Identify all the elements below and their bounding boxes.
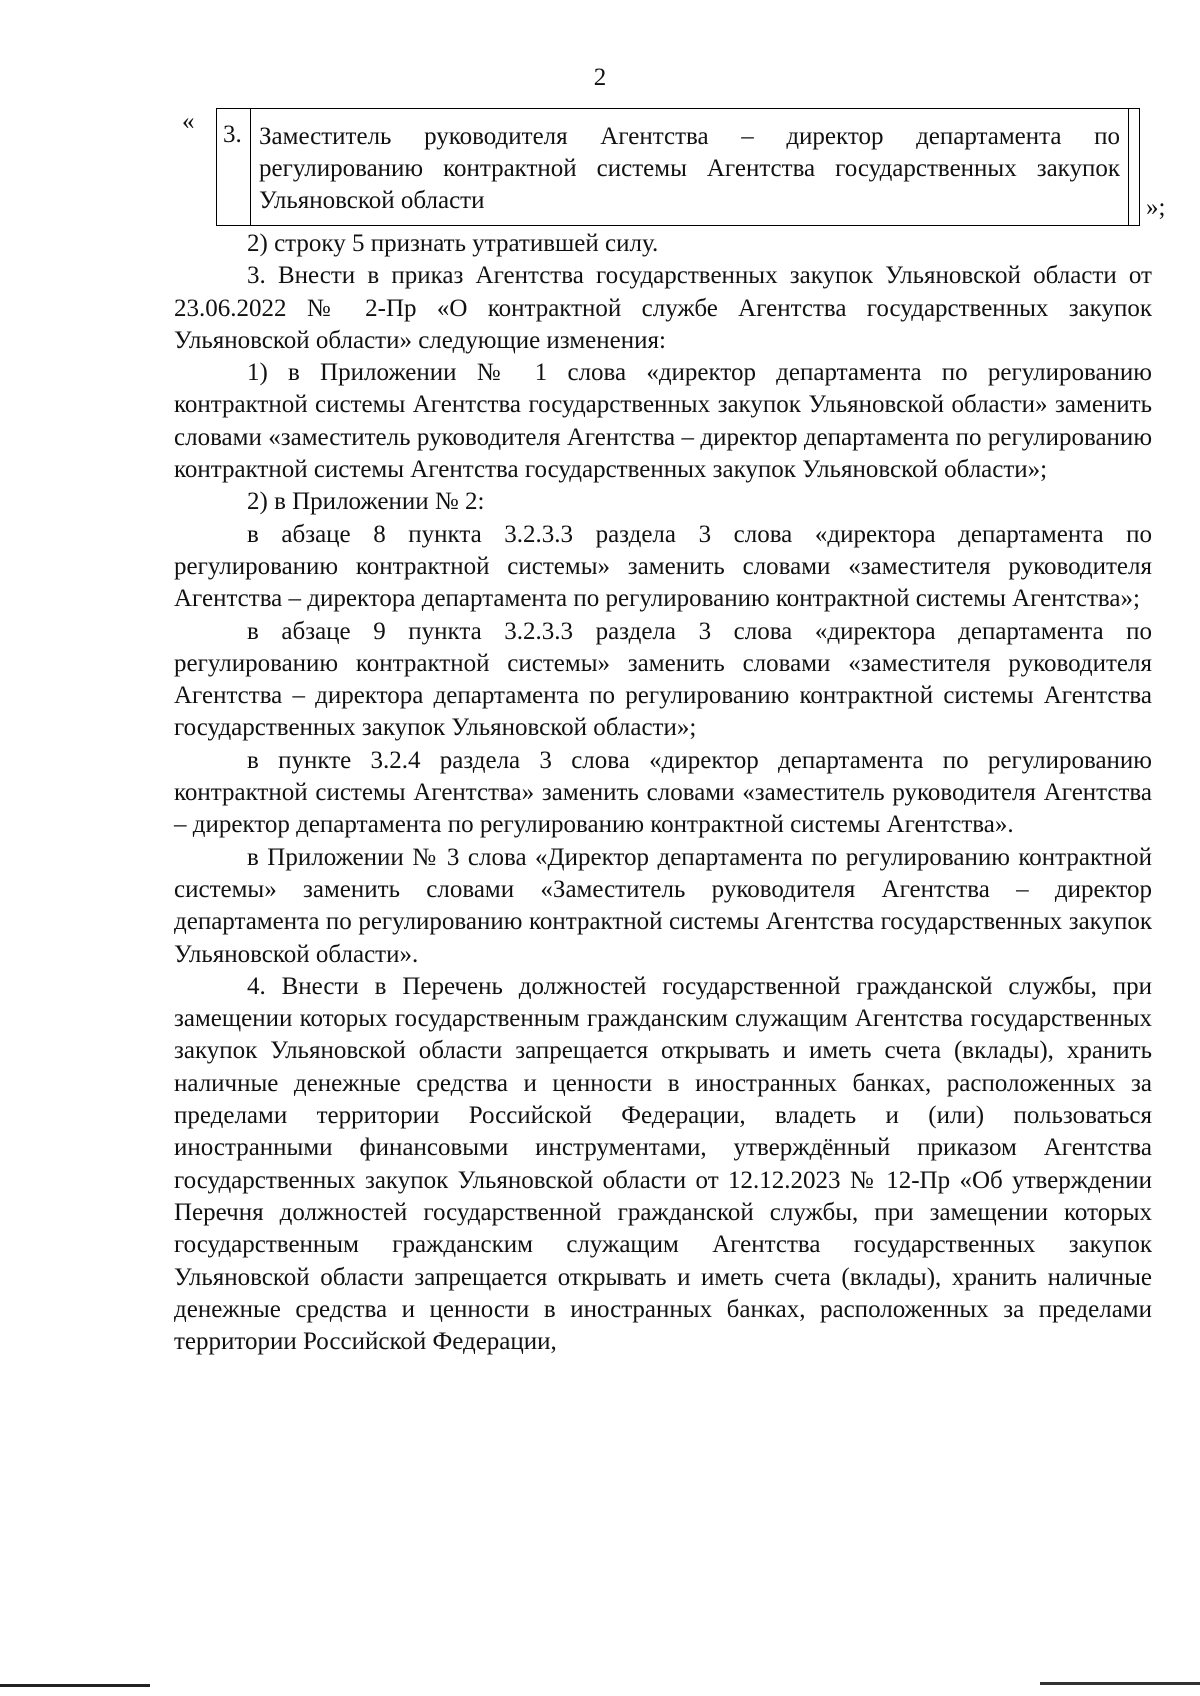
table-row-text: Заместитель руководителя Агентства – директор департамента по регулированию контрактной системы Агентства государственных закупок Ульяновской области — [251, 109, 1129, 225]
table-row-number: 3. — [217, 109, 251, 225]
amendment-table — [216, 108, 1140, 226]
paragraph: в пункте 3.2.4 раздела 3 слова «директор департамента по регулированию контрактной системы Агентства» заменить словами «заместитель руководителя Агентства – директор департамента по регулированию контрактной системы Агентства». — [174, 746, 1152, 839]
paragraph: 3. Внести в приказ Агентства государственных закупок Ульяновской области от 23.06.2022 № 2-Пр «О контрактной службе Агентства государственных закупок Ульяновской области» следующие изменения: — [174, 262, 1152, 354]
paragraph: в абзаце 9 пункта 3.2.3.3 раздела 3 слова «директора департамента по регулированию контрактной системы» заменить словами «заместителя руководителя Агентства – директора департамента по регулированию контрактной системы Агентства государственных закупок Ульяновской области»; — [174, 617, 1152, 742]
page-number: 2 — [593, 64, 607, 91]
scan-edge-marks — [0, 1680, 1200, 1690]
paragraph: 4. Внести в Перечень должностей государственной гражданской службы, при замещении которых государственным гражданским служащим Агентства государственных закупок Ульяновской области запрещается открывать и иметь счета (вклады), хранить наличные денежные средства и ценности в иностранных банках, расположенных за пределами территории Российской Федерации, владеть и (или) пользоваться иностранными финансовыми инструментами, утверждённый приказом Агентства государственных закупок Ульяновской области от 12.12.2023 № 12-Пр «Об утверждении Перечня должностей государственной гражданской службы, при замещении которых государственным гражданским служащим Агентства государственных закупок Ульяновской области запрещается открывать и иметь счета (вклады), хранить наличные денежные средства и ценности в иностранных банках, расположенных за пределами территории Российской Федерации, — [174, 972, 1152, 1356]
paragraph: 1) в Приложении № 1 слова «директор департамента по регулированию контрактной системы Агентства государственных закупок Ульяновской области» заменить словами «заместитель руководителя Агентства – директор департамента по регулированию контрактной системы Агентства государственных закупок Ульяновской области»; — [174, 359, 1152, 484]
paragraph: в Приложении № 3 слова «Директор департамента по регулированию контрактной системы» заменить словами «Заместитель руководителя Агентства – директор департамента по регулированию контрактной системы Агентства государственных закупок Ульяновской области». — [174, 843, 1152, 968]
document-body — [174, 228, 1152, 1358]
paragraph: 2) в Приложении № 2: — [247, 488, 485, 516]
paragraph: 2) строку 5 признать утратившей силу. — [247, 230, 659, 257]
scan-edge-left — [0, 1684, 150, 1687]
closing-quote: »; — [1146, 194, 1166, 221]
paragraph: в абзаце 8 пункта 3.2.3.3 раздела 3 слова «директора департамента по регулированию контрактной системы» заменить словами «заместителя руководителя Агентства – директора департамента по регулированию контрактной системы Агентства»; — [174, 520, 1152, 613]
opening-quote: « — [182, 108, 195, 135]
scan-edge-right — [1040, 1682, 1200, 1685]
